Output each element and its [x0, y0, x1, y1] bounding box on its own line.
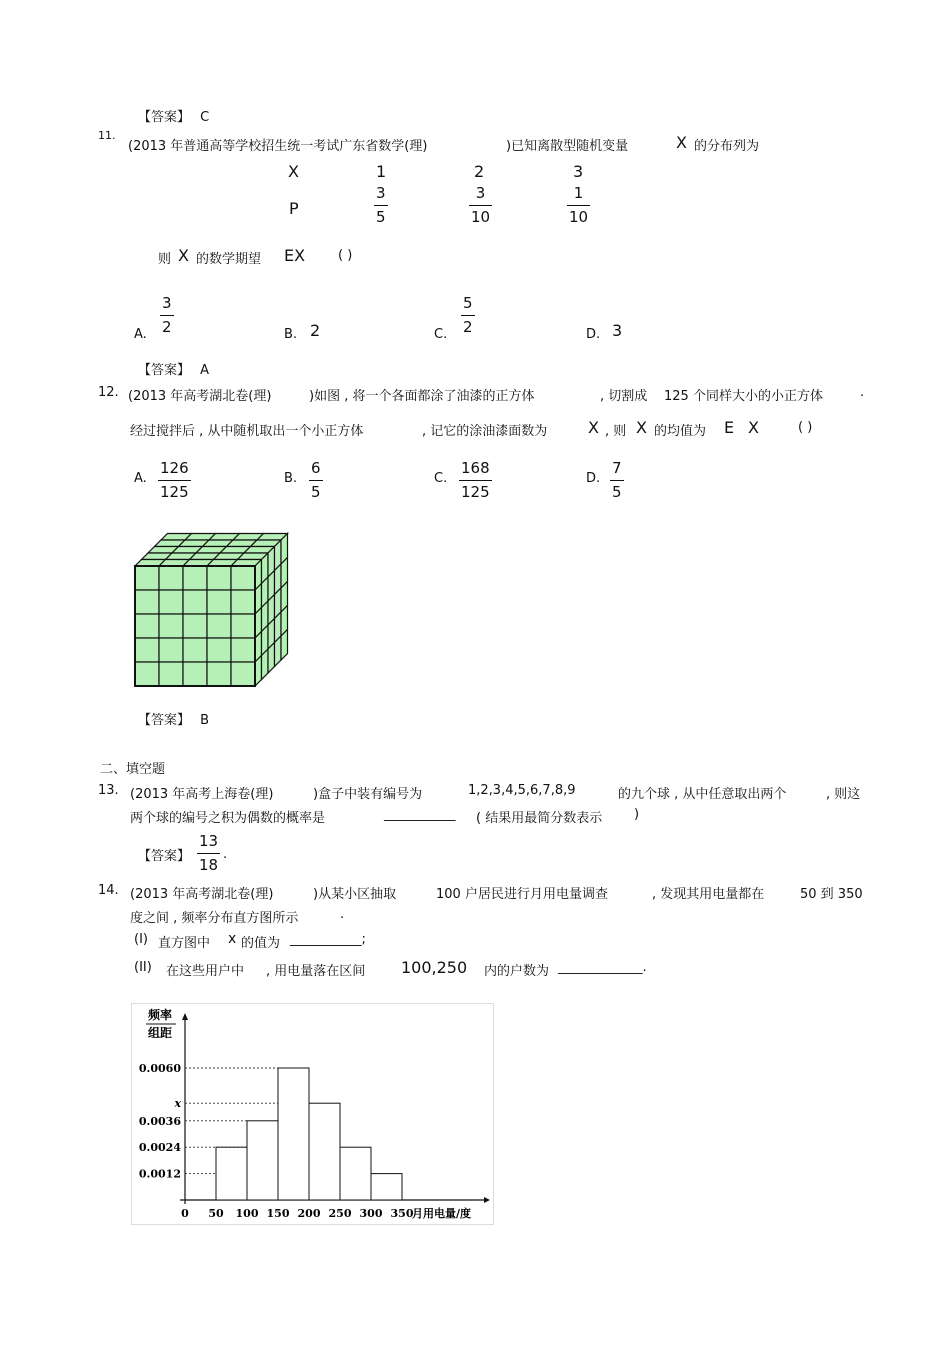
- q12-line1-d: 125 个同样大小的小正方体: [664, 389, 823, 404]
- q11-stem2: 的分布列为: [694, 139, 760, 154]
- cube-front-cell: [183, 590, 207, 614]
- q12-line2-c: , 则: [605, 424, 627, 439]
- q13-blank[interactable]: ___________: [384, 807, 456, 822]
- q11-option-c-value: 5 2: [463, 294, 473, 336]
- q13-answer-value: 13 18: [199, 832, 219, 874]
- x-tick-label: 0: [181, 1207, 189, 1220]
- q12-line2-e: E: [724, 418, 735, 437]
- q14-line1-c: 100 户居民进行月用电量调查: [436, 887, 608, 902]
- x-tick-label: 100: [235, 1207, 259, 1220]
- histogram-chart: [131, 1003, 494, 1225]
- q13-answer-label: 【答案】: [138, 849, 191, 864]
- q11-var: X: [676, 133, 687, 152]
- q14-sub1-b: 的值为: [241, 936, 281, 951]
- section-title: 二、填空题: [100, 762, 166, 777]
- cube-front-cell: [135, 614, 159, 638]
- cube-front-cell: [183, 662, 207, 686]
- q13-line2-a: 两个球的编号之积为偶数的概率是: [130, 811, 326, 826]
- q13-line1-d: 的九个球 , 从中任意取出两个: [618, 787, 787, 802]
- answer-value: C: [200, 110, 210, 125]
- y-label-bottom: 组距: [148, 1026, 173, 1040]
- q12-option-c-value: 168 125: [461, 459, 490, 501]
- table-x-3: 3: [573, 162, 584, 181]
- answer-value: B: [200, 713, 210, 728]
- q12-option-c-letter: C.: [434, 471, 448, 486]
- q14-line1-d: , 发现其用电量都在: [652, 887, 765, 902]
- cube-front-cell: [231, 638, 255, 662]
- cube-figure: [130, 518, 300, 690]
- cube-front-cell: [135, 590, 159, 614]
- answer-label: 【答案】: [138, 713, 191, 728]
- q11-number: 11.: [98, 129, 116, 142]
- q11-option-a-value: 3 2: [162, 294, 172, 336]
- q11-ask-mid: 的数学期望: [196, 252, 262, 267]
- table-x-label: X: [288, 162, 299, 181]
- y-tick-label: 0.0024: [138, 1141, 181, 1155]
- table-x-1: 1: [376, 162, 387, 181]
- y-tick-label: x: [174, 1097, 181, 1111]
- q12-line2-x3: X: [748, 418, 759, 437]
- q11-option-c-letter: C.: [434, 327, 448, 342]
- q14-line2: 度之间 , 频率分布直方图所示: [130, 911, 299, 926]
- table-p-1: 3 5: [376, 184, 386, 226]
- histogram-bar: [340, 1147, 371, 1200]
- x-axis-arrow: [484, 1197, 490, 1203]
- q14-sub2-c: 内的户数为: [484, 964, 550, 979]
- q12-answer: [138, 709, 209, 728]
- q12-option-a-letter: A.: [134, 471, 147, 486]
- cube-front-cell: [231, 662, 255, 686]
- y-tick-label: 0.0036: [138, 1114, 181, 1128]
- x-tick-label: 300: [359, 1207, 383, 1220]
- cube-front-cell: [231, 614, 255, 638]
- q12-line1-c: , 切割成: [600, 389, 648, 404]
- q14-sub2-label: (II): [134, 960, 152, 975]
- q11-ask-ex: EX: [284, 246, 306, 265]
- q14-sub2-interval: 100,250: [401, 958, 468, 977]
- q12-line2-x2: X: [636, 418, 647, 437]
- cube-front-cell: [159, 590, 183, 614]
- q11-option-b-letter: B.: [284, 327, 298, 342]
- cube-front-cell: [135, 566, 159, 590]
- q14-sub2-a: 在这些用户中: [166, 964, 245, 979]
- cube-front-cell: [159, 638, 183, 662]
- q11-option-d-letter: D.: [586, 327, 601, 342]
- q12-line2-b: , 记它的涂油漆面数为: [422, 424, 548, 439]
- cube-front-cell: [231, 590, 255, 614]
- q12-line1-e: .: [860, 385, 865, 400]
- cube-front-cell: [207, 638, 231, 662]
- q13-number: 13.: [98, 783, 119, 798]
- histogram-bar: [371, 1174, 402, 1200]
- q14-sub1-label: (I): [134, 932, 148, 947]
- q11-source: (2013 年普通高等学校招生统一考试广东省数学(理): [128, 139, 428, 154]
- x-tick-label: 200: [297, 1207, 321, 1220]
- q12-line1-b: )如图 , 将一个各面都涂了油漆的正方体: [309, 389, 535, 404]
- q13-line1-c: 1,2,3,4,5,6,7,8,9: [468, 783, 576, 798]
- q13-line2-b: ( 结果用最简分数表示: [476, 811, 603, 826]
- histogram-bar: [247, 1121, 278, 1200]
- q11-answer: [138, 359, 209, 378]
- table-p-label: P: [289, 199, 299, 218]
- q12-option-d-value: 7 5: [612, 459, 622, 501]
- q12-line2-a: 经过搅拌后 , 从中随机取出一个小正方体: [130, 424, 364, 439]
- q11-option-a-letter: A.: [134, 327, 147, 342]
- cube-front-cell: [207, 662, 231, 686]
- cube-front-cell: [207, 590, 231, 614]
- cube-front-cell: [183, 638, 207, 662]
- cube-front-cell: [207, 614, 231, 638]
- cube-front-cell: [231, 566, 255, 590]
- cube-front-cell: [159, 614, 183, 638]
- q13-line1-b: )盒子中装有编号为: [313, 787, 423, 802]
- q12-option-b-value: 6 5: [311, 459, 321, 501]
- q14-line2-dot: .: [340, 907, 345, 922]
- y-label-top: 频率: [148, 1008, 173, 1022]
- q12-line2-d: 的均值为: [654, 424, 707, 439]
- cube-front-cell: [159, 662, 183, 686]
- cube-front-cell: [207, 566, 231, 590]
- histogram-bar: [216, 1147, 247, 1200]
- q14-line1-e: 50 到 350: [800, 887, 863, 902]
- q14-sub1-a: 直方图中: [158, 936, 211, 951]
- y-tick-label: 0.0012: [138, 1167, 181, 1181]
- q11-option-d-value: 3: [612, 321, 623, 340]
- x-tick-label: 350: [390, 1207, 414, 1220]
- q13-source: (2013 年高考上海卷(理): [130, 787, 274, 802]
- y-axis-arrow: [182, 1013, 188, 1020]
- q14-sub2-blank[interactable]: _____________.: [558, 960, 647, 975]
- cube-front-cell: [135, 662, 159, 686]
- q10-answer: [138, 106, 209, 125]
- answer-label: 【答案】: [138, 110, 191, 125]
- q12-option-d-letter: D.: [586, 471, 601, 486]
- table-x-2: 2: [474, 162, 485, 181]
- table-p-3: 1 10: [569, 184, 589, 226]
- q14-line1-b: )从某小区抽取: [313, 887, 397, 902]
- q12-option-b-letter: B.: [284, 471, 298, 486]
- q12-paren: ( ): [798, 420, 813, 435]
- x-tick-label: 50: [208, 1207, 224, 1220]
- cube-front-cell: [183, 614, 207, 638]
- q12-source: (2013 年高考湖北卷(理): [128, 389, 272, 404]
- x-tick-label: 150: [266, 1207, 290, 1220]
- q14-sub2-b: , 用电量落在区间: [266, 964, 366, 979]
- q12-line2-x: X: [588, 418, 599, 437]
- q11-paren: ( ): [338, 248, 353, 263]
- histogram-bar: [278, 1068, 309, 1200]
- cube-grid: [135, 534, 288, 687]
- histogram-bar: [309, 1103, 340, 1200]
- q14-sub1-x: x: [228, 931, 237, 947]
- y-tick-label: 0.0060: [138, 1062, 181, 1075]
- table-p-2: 3 10: [471, 184, 491, 226]
- x-axis-label: 月用电量/度: [412, 1207, 472, 1220]
- cube-front-cell: [159, 566, 183, 590]
- q11-option-b-value: 2: [310, 321, 321, 340]
- q12-number: 12.: [98, 385, 119, 400]
- cube-front-cell: [183, 566, 207, 590]
- q14-sub1-blank[interactable]: ___________;: [290, 932, 366, 947]
- q14-source: (2013 年高考湖北卷(理): [130, 887, 274, 902]
- q11-ask-prefix: 则: [158, 252, 172, 267]
- q13-line2-c: ): [634, 807, 640, 822]
- answer-value: A: [200, 363, 210, 378]
- q13-answer-dot: .: [223, 847, 228, 862]
- answer-label: 【答案】: [138, 363, 191, 378]
- q14-number: 14.: [98, 883, 119, 898]
- q11-ask-var: X: [178, 246, 189, 265]
- q11-stem: )已知离散型随机变量: [506, 139, 629, 154]
- cube-front-cell: [135, 638, 159, 662]
- q13-line1-e: , 则这: [826, 787, 861, 802]
- x-tick-label: 250: [328, 1207, 352, 1220]
- q12-option-a-value: 126 125: [160, 459, 189, 501]
